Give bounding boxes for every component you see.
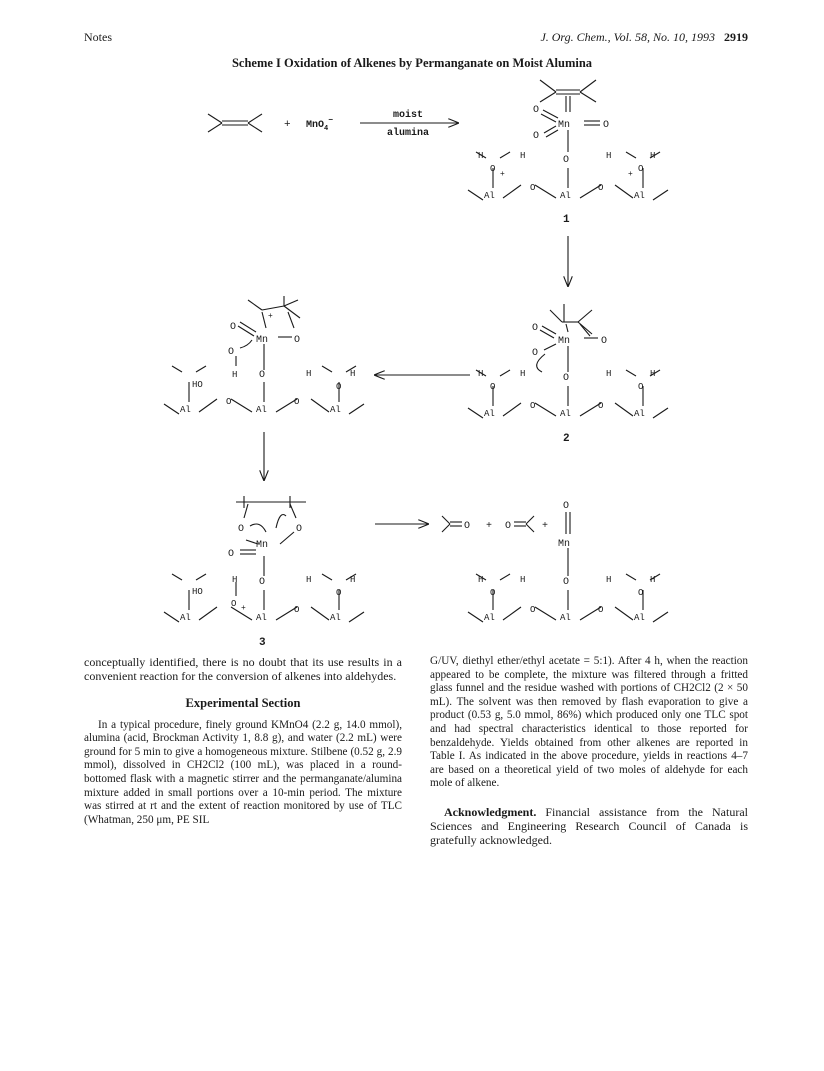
svg-text:H: H bbox=[306, 575, 312, 585]
svg-text:H: H bbox=[606, 369, 612, 379]
svg-text:O: O bbox=[563, 501, 570, 512]
arrow-label-bottom: alumina bbox=[386, 128, 430, 139]
products bbox=[442, 501, 668, 623]
section-title: Experimental Section bbox=[185, 696, 301, 710]
permanganate-formula: MnO$_4$− bbox=[306, 116, 334, 133]
svg-text:Al: Al bbox=[634, 409, 645, 419]
experimental-paragraph-left: In a typical procedure, finely ground KMnO4 (2.2 g, 14.0 mmol), alumina (acid, Brockman Activity 1, 8.8 g), and water (2.2 mL) were ground for 5 min to give a homogeneous mixture. Stilbene (0.52 g, 2.9 mmol), dissolved in CH2Cl2 (100 mL), was placed in a round-bottomed flask with a magnetic stirrer and the permanganate/alumina mixture added in small portions over a 10-min period. The mixture was stirred at rt and the extent of reaction monitored by use of TLC (Whatman, 250 μm, PE SIL bbox=[84, 718, 402, 826]
acknowledgment-paragraph bbox=[430, 805, 748, 847]
svg-text:Mn: Mn bbox=[558, 539, 571, 550]
svg-text:O: O bbox=[464, 521, 471, 532]
left-column bbox=[84, 655, 402, 827]
svg-text:H: H bbox=[350, 369, 356, 379]
svg-text:Al: Al bbox=[560, 409, 571, 419]
acknowledgment-text: Financial assistance from the Natural Sciences and Engineering Research Council of Canada is gratefully acknowledged. bbox=[430, 804, 749, 847]
svg-text:O: O bbox=[598, 401, 604, 411]
svg-text:O: O bbox=[603, 120, 610, 131]
svg-text:Al: Al bbox=[484, 191, 495, 201]
svg-text:O: O bbox=[638, 382, 644, 392]
journal-citation: J. Org. Chem., Vol. 58, No. 10, 1993 bbox=[540, 30, 715, 44]
svg-text:Al: Al bbox=[634, 613, 645, 623]
svg-text:O: O bbox=[563, 155, 570, 166]
complex-intermediate bbox=[164, 296, 364, 415]
scheme-title: Scheme I Oxidation of Alkenes by Permanganate on Moist Alumina bbox=[231, 56, 593, 70]
svg-text:O: O bbox=[532, 348, 539, 359]
plus-sign: + bbox=[284, 119, 291, 131]
svg-text:H: H bbox=[478, 575, 484, 585]
svg-text:O: O bbox=[259, 370, 266, 381]
svg-text:O: O bbox=[228, 347, 235, 358]
svg-text:H: H bbox=[650, 575, 656, 585]
svg-text:H: H bbox=[520, 369, 526, 379]
svg-text:O: O bbox=[336, 382, 342, 392]
svg-text:H: H bbox=[350, 575, 356, 585]
svg-text:O: O bbox=[533, 105, 540, 116]
svg-text:Al: Al bbox=[330, 613, 341, 623]
svg-text:H: H bbox=[520, 575, 526, 585]
svg-text:O: O bbox=[601, 336, 608, 347]
svg-text:O: O bbox=[598, 605, 604, 615]
running-head-section: Notes bbox=[84, 30, 112, 44]
svg-text:O: O bbox=[238, 524, 245, 535]
svg-text:H: H bbox=[478, 369, 484, 379]
svg-text:+: + bbox=[268, 312, 273, 321]
svg-text:H: H bbox=[306, 369, 312, 379]
svg-text:H: H bbox=[232, 575, 238, 585]
alkene-structure bbox=[208, 114, 262, 132]
svg-text:+: + bbox=[486, 521, 493, 532]
svg-text:O: O bbox=[638, 164, 644, 174]
svg-text:O: O bbox=[296, 524, 303, 535]
compound-label-3: 3 bbox=[259, 637, 266, 649]
arrow-label-top: moist bbox=[392, 110, 424, 121]
svg-text:O: O bbox=[532, 323, 539, 334]
svg-text:O: O bbox=[294, 335, 301, 346]
page-number: 2919 bbox=[724, 30, 748, 44]
experimental-paragraph-right: G/UV, diethyl ether/ethyl acetate = 5:1). After 4 h, when the reaction appeared to be complete, the mixture was filtered through a fritted glass funnel and the residue washed with portions of CH2Cl2 (2 × 50 mL). The solvent was then removed by flash evaporation to give a product (0.53 g, 5.0 mmol, 86%) which produced only one TLC spot and had spectral characteristics identical to those reported for benzaldehyde. Yields obtained from other alkenes are reported in Table I. As indicated in the above procedure, yields in reactions 4–7 are based on a theoretical yield of two moles of aldehyde for each mole of alkene. bbox=[430, 655, 748, 790]
right-column bbox=[430, 655, 748, 847]
svg-text:O: O bbox=[563, 577, 570, 588]
svg-text:+: + bbox=[542, 521, 549, 532]
svg-text:O: O bbox=[505, 521, 512, 532]
complex-1 bbox=[468, 80, 668, 201]
svg-text:+: + bbox=[500, 170, 505, 179]
svg-text:O: O bbox=[230, 322, 237, 333]
svg-text:H: H bbox=[650, 151, 656, 161]
svg-text:Al: Al bbox=[330, 405, 341, 415]
svg-text:O: O bbox=[530, 183, 536, 193]
compound-label-1: 1 bbox=[563, 214, 570, 226]
svg-text:O: O bbox=[226, 397, 232, 407]
svg-text:Mn: Mn bbox=[256, 540, 269, 551]
svg-text:Al: Al bbox=[484, 613, 495, 623]
svg-text:Al: Al bbox=[484, 409, 495, 419]
svg-text:O: O bbox=[563, 373, 570, 384]
complex-2 bbox=[468, 304, 668, 419]
svg-text:Al: Al bbox=[256, 613, 267, 623]
compound-label-2: 2 bbox=[563, 433, 570, 445]
acknowledgment-title: Acknowledgment. bbox=[444, 804, 537, 819]
svg-text:O: O bbox=[598, 183, 604, 193]
svg-text:HO: HO bbox=[192, 587, 203, 597]
svg-text:O: O bbox=[294, 397, 300, 407]
svg-text:H: H bbox=[606, 151, 612, 161]
svg-text:H: H bbox=[520, 151, 526, 161]
svg-text:Al: Al bbox=[560, 613, 571, 623]
svg-text:O: O bbox=[259, 577, 266, 588]
svg-text:O: O bbox=[336, 588, 342, 598]
svg-text:O: O bbox=[228, 549, 235, 560]
svg-text:H: H bbox=[606, 575, 612, 585]
svg-text:O: O bbox=[533, 131, 540, 142]
svg-text:HO: HO bbox=[192, 380, 203, 390]
svg-text:Mn: Mn bbox=[256, 335, 269, 346]
svg-text:Al: Al bbox=[560, 191, 571, 201]
svg-text:Al: Al bbox=[256, 405, 267, 415]
svg-text:Al: Al bbox=[180, 405, 191, 415]
svg-text:O: O bbox=[490, 382, 496, 392]
svg-text:+: + bbox=[628, 170, 633, 179]
svg-text:Al: Al bbox=[180, 613, 191, 623]
complex-3 bbox=[164, 496, 364, 623]
svg-text:O: O bbox=[490, 164, 496, 174]
svg-text:O: O bbox=[294, 605, 300, 615]
svg-text:O: O bbox=[530, 401, 536, 411]
svg-text:O: O bbox=[231, 599, 237, 609]
svg-text:O: O bbox=[638, 588, 644, 598]
svg-text:Mn: Mn bbox=[558, 336, 571, 347]
svg-text:Mn: Mn bbox=[558, 120, 571, 131]
svg-text:Al: Al bbox=[634, 191, 645, 201]
svg-text:O: O bbox=[530, 605, 536, 615]
svg-text:H: H bbox=[232, 370, 238, 380]
svg-text:+: + bbox=[241, 604, 246, 613]
svg-text:O: O bbox=[490, 588, 496, 598]
intro-paragraph: conceptually identified, there is no doubt that its use results in a convenient reaction for the conversion of alkenes into aldehydes. bbox=[84, 655, 402, 683]
svg-text:H: H bbox=[650, 369, 656, 379]
svg-text:H: H bbox=[478, 151, 484, 161]
